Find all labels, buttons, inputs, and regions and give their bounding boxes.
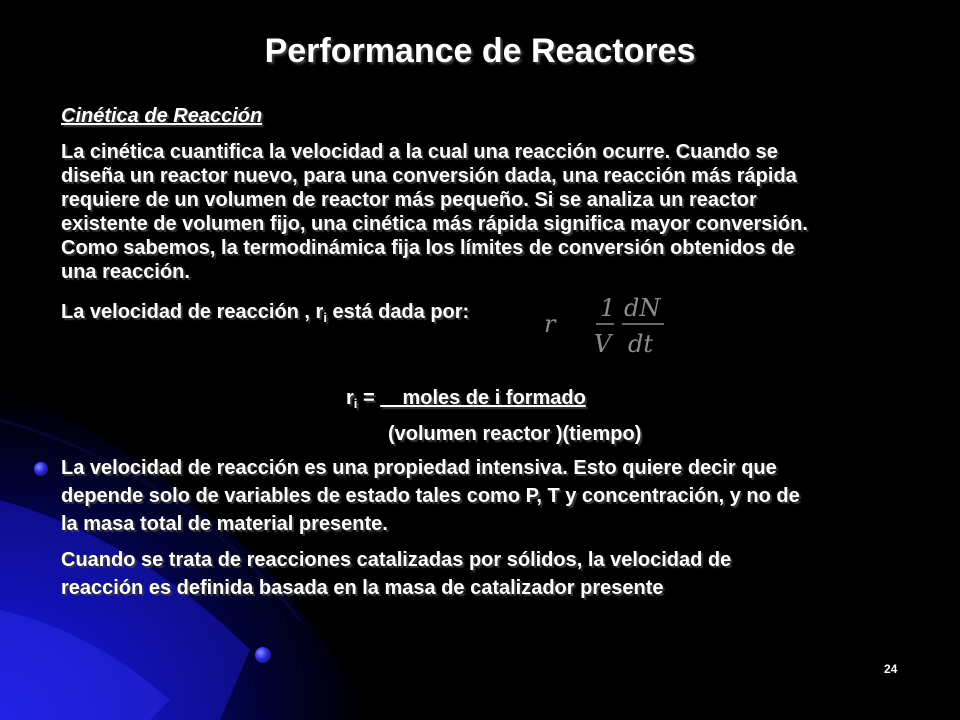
formula-dN: dN (624, 294, 661, 322)
rate-definition-line (61, 300, 469, 330)
rate-formula-image (540, 288, 670, 368)
paragraph-line: Como sabemos, la termodinámica fija los límites de conversión obtenidos de (61, 237, 795, 259)
ri-numerator: moles de i formado (380, 387, 586, 409)
formula-dt: dt (628, 330, 654, 358)
slide-title: Performance de Reactores (264, 32, 696, 70)
paragraph-line: depende solo de variables de estado tales como P, T y concentración, y no de (61, 485, 800, 507)
paragraph-line: la masa total de material presente. (61, 513, 388, 535)
paragraph-line: La cinética cuantifica la velocidad a la cual una reacción ocurre. Cuando se (61, 141, 778, 163)
paragraph-line: existente de volumen fijo, una cinética más rápida significa mayor conversión. (61, 213, 808, 235)
page-number: 24 (884, 662, 898, 676)
formula-r: r (544, 310, 556, 338)
rate-line-subscript: i (323, 310, 327, 325)
paragraph-line: diseña un reactor nuevo, para una conversión dada, una reacción más rápida (61, 165, 797, 187)
paragraph-line: requiere de un volumen de reactor más pequeño. Si se analiza un reactor (61, 189, 757, 211)
formula-V: V (594, 330, 612, 358)
ri-equals: = (357, 387, 381, 409)
section-subtitle: Cinética de Reacción (61, 105, 263, 127)
paragraph-line: una reacción. (61, 261, 190, 283)
rate-line-prefix: La velocidad de reacción , r (61, 301, 324, 323)
ri-subscript: i (353, 396, 358, 411)
rate-line-suffix: está dada por: (326, 301, 470, 323)
ri-symbol: r (346, 387, 354, 409)
paragraph-line: Cuando se trata de reacciones catalizadas por sólidos, la velocidad de (61, 549, 732, 571)
ri-definition-denominator: (volumen reactor )(tiempo) (388, 423, 642, 445)
paragraph-line: La velocidad de reacción es una propiedad intensiva. Esto quiere decir que (61, 457, 777, 479)
paragraph-line: reacción es definida basada en la masa de catalizador presente (61, 577, 664, 599)
bullet-icon (34, 462, 48, 476)
bullet-icon (255, 647, 271, 663)
formula-one: 1 (600, 294, 616, 322)
ri-definition-numerator (346, 386, 586, 416)
